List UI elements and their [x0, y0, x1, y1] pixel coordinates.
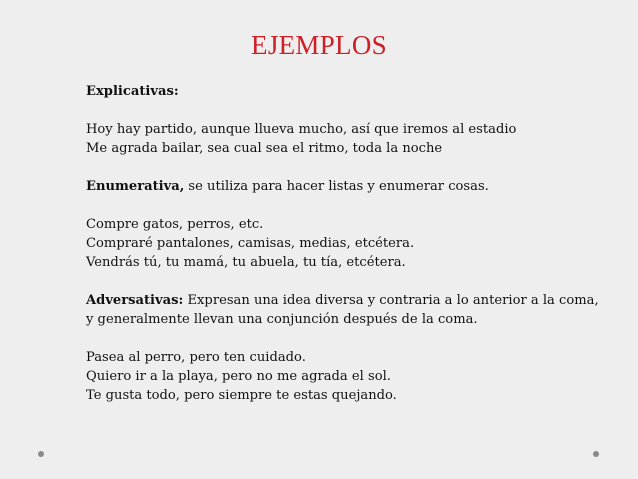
adversativas-example-3: Te gusta todo, pero siempre te estas quejando. [86, 388, 397, 403]
enumerativa-heading: Enumerativa, [86, 179, 185, 194]
adversativas-example-1: Pasea al perro, pero ten cuidado. [86, 350, 306, 365]
explicativas-example-1: Hoy hay partido, aunque llueva mucho, así que iremos al estadio [86, 122, 517, 137]
enumerativa-definition [86, 177, 606, 196]
bottom-left-dot [38, 451, 44, 457]
enumerativa-example-2: Compraré pantalones, camisas, medias, etcétera. [86, 236, 415, 251]
adversativas-definition [86, 291, 606, 329]
explicativas-example-2: Me agrada bailar, sea cual sea el ritmo, toda la noche [86, 141, 443, 156]
enumerativa-example-1: Compre gatos, perros, etc. [86, 217, 264, 232]
slide-title: EJEMPLOS [251, 30, 387, 60]
bottom-right-dot [593, 451, 599, 457]
explicativas-heading: Explicativas: [86, 84, 179, 99]
adversativas-description: Expresan una idea diversa y contraria a lo anterior a la coma, y generalmente llevan una conjunción después de la coma. [86, 293, 599, 327]
adversativas-example-2: Quiero ir a la playa, pero no me agrada el sol. [86, 369, 391, 384]
enumerativa-description: se utiliza para hacer listas y enumerar cosas. [184, 179, 489, 194]
enumerativa-example-3: Vendrás tú, tu mamá, tu abuela, tu tía, etcétera. [86, 255, 406, 270]
slide-content [86, 82, 606, 405]
adversativas-heading: Adversativas: [86, 293, 184, 308]
